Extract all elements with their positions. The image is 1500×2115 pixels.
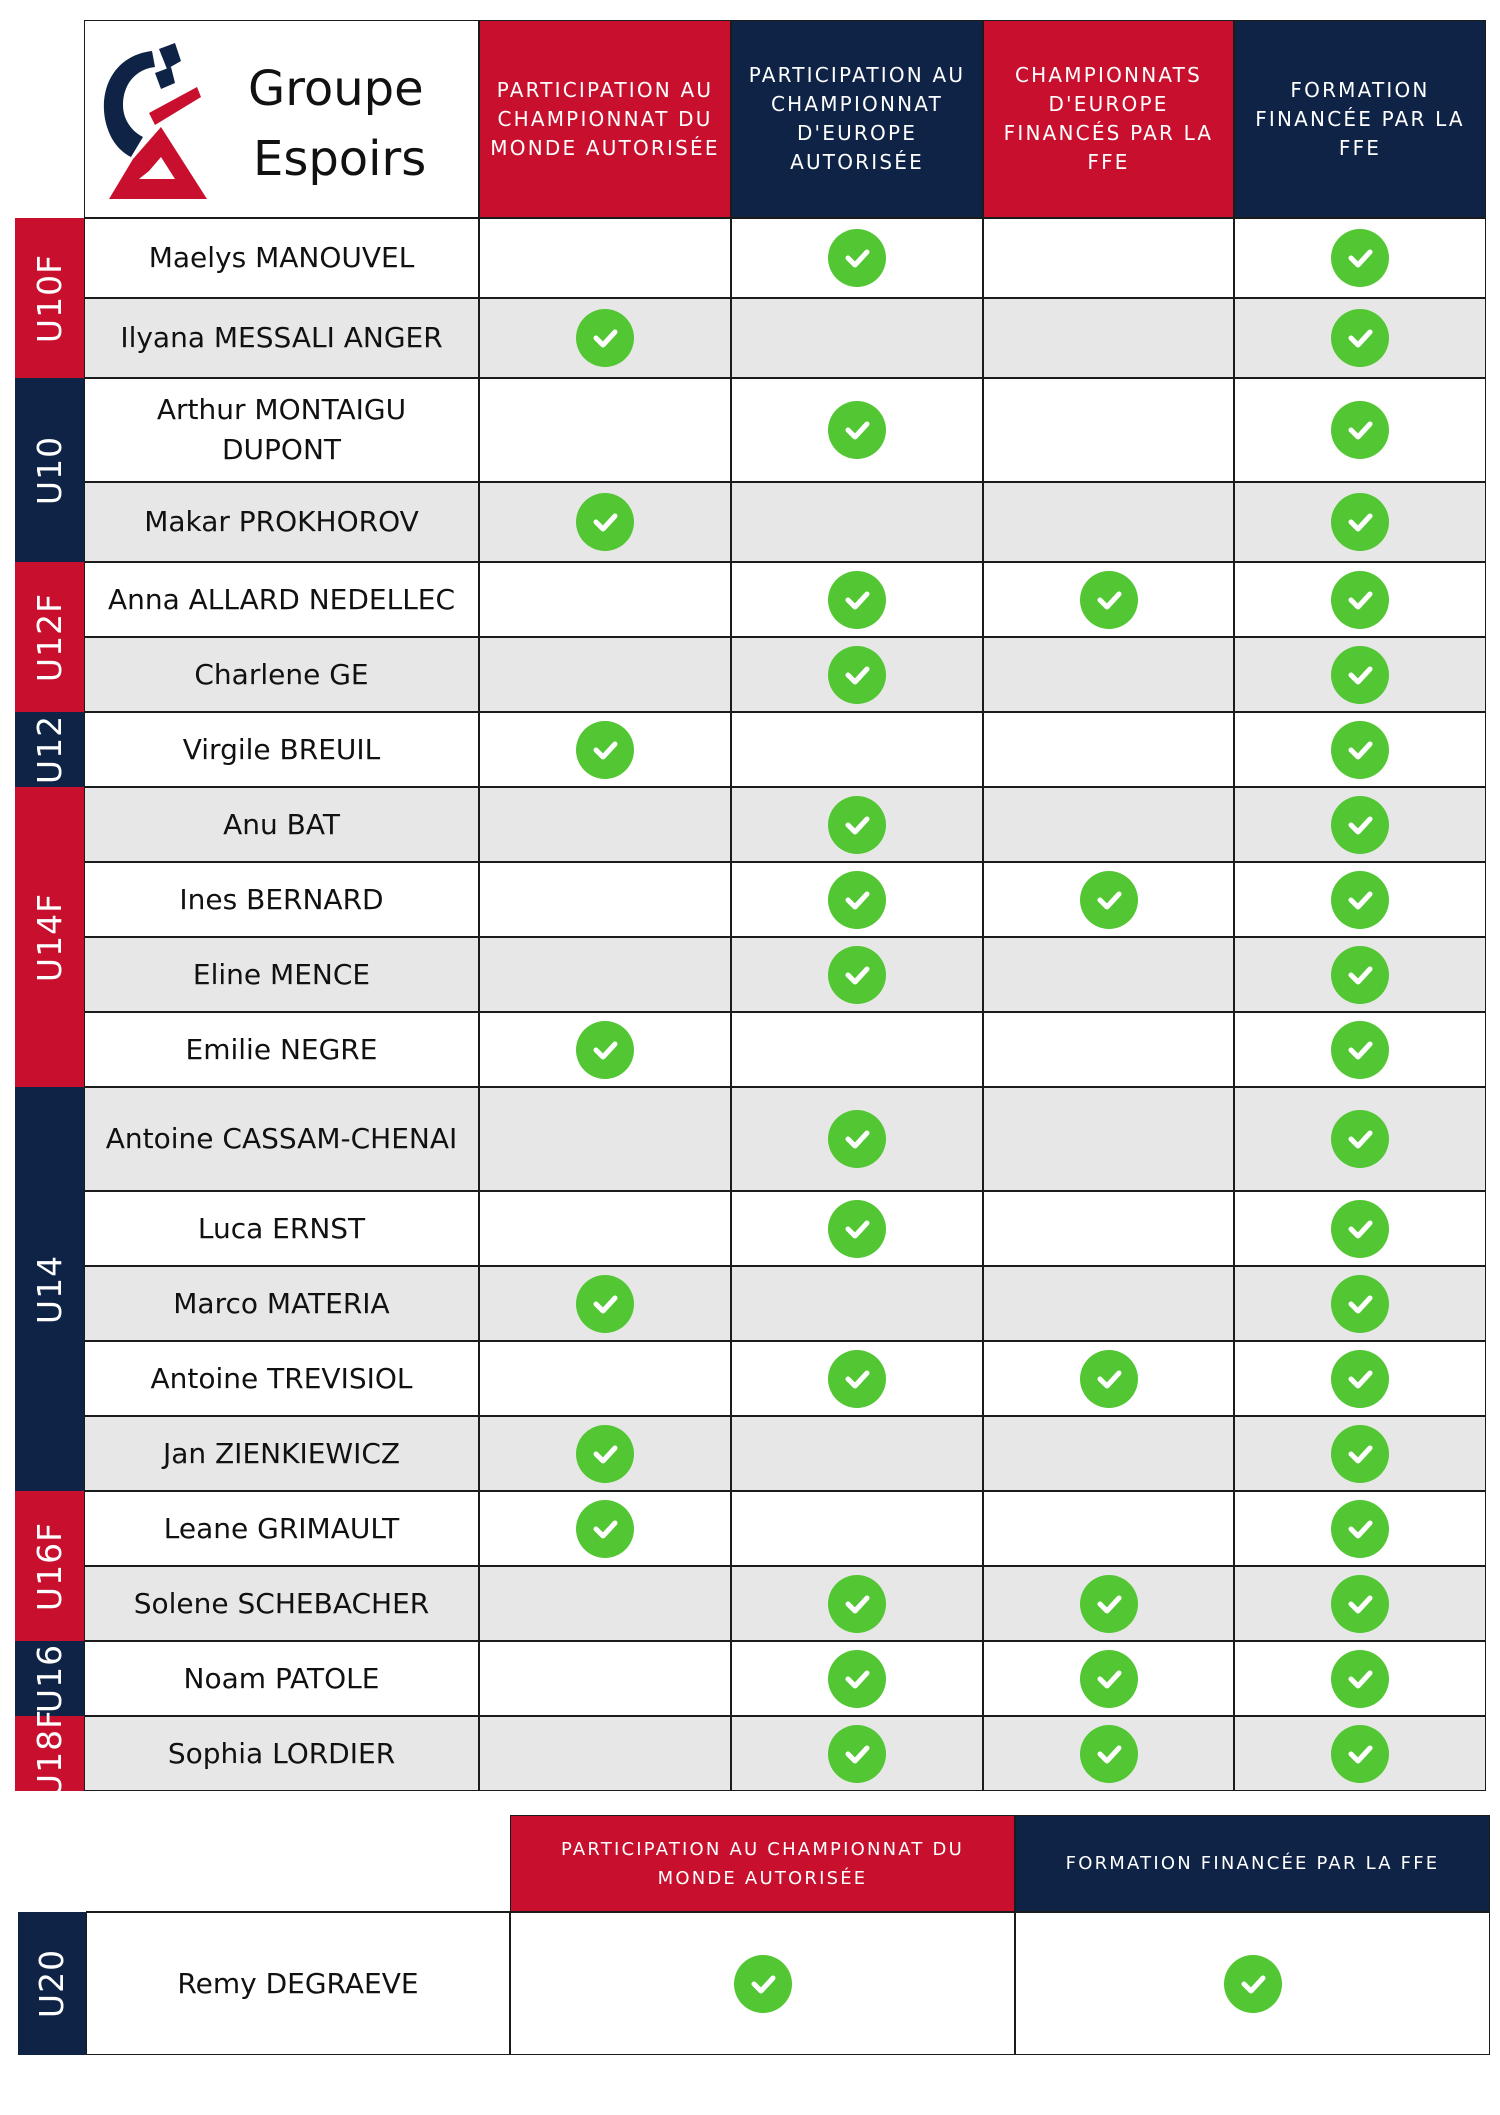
column-header: PARTICIPATION AU CHAMPIONNAT DU MONDE AUTORISÉE [479, 20, 731, 218]
category-label [15, 1087, 84, 1491]
status-cell [983, 787, 1234, 862]
category-label [18, 1912, 86, 2055]
status-cell [731, 1191, 983, 1266]
category-label [15, 712, 84, 787]
check-icon [828, 401, 886, 459]
player-name: Maelys MANOUVEL [84, 218, 479, 298]
status-cell [479, 218, 731, 298]
status-cell [1234, 1087, 1486, 1191]
column-header: CHAMPIONNATS D'EUROPE FINANCÉS PAR LA FFE [983, 20, 1234, 218]
status-cell [983, 862, 1234, 937]
status-cell [983, 937, 1234, 1012]
check-icon [1331, 721, 1389, 779]
check-icon [1080, 1725, 1138, 1783]
player-name: Makar PROKHOROV [84, 482, 479, 562]
player-name: Ines BERNARD [84, 862, 479, 937]
check-icon [1331, 1500, 1389, 1558]
player-name: Noam PATOLE [84, 1641, 479, 1716]
player-name: Leane GRIMAULT [84, 1491, 479, 1566]
category-text: U12 [30, 714, 69, 785]
status-cell [731, 1087, 983, 1191]
status-cell [510, 1912, 1015, 2055]
check-icon [828, 796, 886, 854]
status-cell [731, 712, 983, 787]
status-cell [731, 1416, 983, 1491]
status-cell [1234, 937, 1486, 1012]
status-cell [983, 1341, 1234, 1416]
status-cell [1234, 1341, 1486, 1416]
status-cell [479, 562, 731, 637]
status-cell [1234, 637, 1486, 712]
check-icon [1080, 871, 1138, 929]
status-cell [479, 637, 731, 712]
check-icon [1331, 1350, 1389, 1408]
status-cell [983, 1266, 1234, 1341]
status-cell [1015, 1912, 1490, 2055]
check-icon [576, 1275, 634, 1333]
status-cell [1234, 218, 1486, 298]
player-name: Charlene GE [84, 637, 479, 712]
u20-column-header: FORMATION FINANCÉE PAR LA FFE [1015, 1815, 1490, 1912]
check-icon [1331, 1110, 1389, 1168]
player-name: Antoine TREVISIOL [84, 1341, 479, 1416]
check-icon [576, 1425, 634, 1483]
check-icon [734, 1955, 792, 2013]
status-cell [479, 1012, 731, 1087]
status-cell [479, 378, 731, 482]
check-icon [1331, 871, 1389, 929]
status-cell [479, 1087, 731, 1191]
check-icon [576, 721, 634, 779]
check-icon [828, 1110, 886, 1168]
status-cell [479, 1491, 731, 1566]
status-cell [479, 1416, 731, 1491]
category-text: U10F [30, 253, 70, 343]
status-cell [731, 562, 983, 637]
status-cell [983, 218, 1234, 298]
status-cell [479, 712, 731, 787]
column-header: PARTICIPATION AU CHAMPIONNAT D'EUROPE AUTORISÉE [731, 20, 983, 218]
category-text: U14 [30, 1254, 69, 1324]
status-cell [983, 1416, 1234, 1491]
check-icon [828, 1650, 886, 1708]
status-cell [983, 298, 1234, 378]
check-icon [828, 646, 886, 704]
column-header: FORMATION FINANCÉE PAR LA FFE [1234, 20, 1486, 218]
status-cell [1234, 378, 1486, 482]
check-icon [1331, 946, 1389, 1004]
check-icon [828, 229, 886, 287]
player-name: Marco MATERIA [84, 1266, 479, 1341]
check-icon [576, 309, 634, 367]
status-cell [731, 1566, 983, 1641]
u20-column-header: PARTICIPATION AU CHAMPIONNAT DU MONDE AUTORISÉE [510, 1815, 1015, 1912]
status-cell [731, 378, 983, 482]
check-icon [1224, 1955, 1282, 2013]
check-icon [1080, 1650, 1138, 1708]
check-icon [828, 946, 886, 1004]
player-name: Arthur MONTAIGU DUPONT [84, 378, 479, 482]
status-cell [983, 1087, 1234, 1191]
status-cell [983, 1716, 1234, 1791]
status-cell [479, 1641, 731, 1716]
check-icon [1331, 796, 1389, 854]
status-cell [479, 1566, 731, 1641]
status-cell [1234, 1416, 1486, 1491]
player-name: Antoine CASSAM-CHENAI [84, 1087, 479, 1191]
status-cell [731, 862, 983, 937]
status-cell [983, 712, 1234, 787]
status-cell [1234, 1191, 1486, 1266]
check-icon [576, 1500, 634, 1558]
check-icon [1331, 229, 1389, 287]
status-cell [983, 1012, 1234, 1087]
status-cell [731, 1716, 983, 1791]
check-icon [1331, 1575, 1389, 1633]
status-cell [479, 298, 731, 378]
status-cell [1234, 1716, 1486, 1791]
status-cell [983, 378, 1234, 482]
status-cell [731, 218, 983, 298]
status-cell [1234, 862, 1486, 937]
status-cell [983, 482, 1234, 562]
check-icon [1331, 309, 1389, 367]
category-text: U14F [30, 892, 70, 982]
check-icon [1331, 1275, 1389, 1333]
status-cell [1234, 712, 1486, 787]
status-cell [1234, 787, 1486, 862]
status-cell [1234, 1012, 1486, 1087]
player-name: Jan ZIENKIEWICZ [84, 1416, 479, 1491]
check-icon [1331, 571, 1389, 629]
player-name: Ilyana MESSALI ANGER [84, 298, 479, 378]
player-name: Virgile BREUIL [84, 712, 479, 787]
check-icon [1331, 401, 1389, 459]
check-icon [1331, 1021, 1389, 1079]
status-cell [1234, 1491, 1486, 1566]
category-label [15, 562, 84, 712]
category-label [15, 1491, 84, 1641]
status-cell [983, 637, 1234, 712]
status-cell [731, 1341, 983, 1416]
check-icon [576, 1021, 634, 1079]
category-label [15, 787, 84, 1087]
status-cell [1234, 298, 1486, 378]
status-cell [479, 1716, 731, 1791]
check-icon [828, 871, 886, 929]
check-icon [1331, 646, 1389, 704]
check-icon [828, 571, 886, 629]
status-cell [479, 1266, 731, 1341]
category-label [15, 378, 84, 562]
status-cell [731, 482, 983, 562]
status-cell [1234, 1566, 1486, 1641]
logo-line-1: Groupe [248, 61, 424, 117]
check-icon [828, 1725, 886, 1783]
status-cell [731, 1491, 983, 1566]
ffe-logo-icon [97, 39, 207, 199]
status-cell [479, 787, 731, 862]
check-icon [1331, 493, 1389, 551]
category-label [15, 218, 84, 378]
status-cell [731, 1641, 983, 1716]
status-cell [983, 562, 1234, 637]
status-cell [731, 1266, 983, 1341]
player-name: Solene SCHEBACHER [84, 1566, 479, 1641]
check-icon [1331, 1200, 1389, 1258]
check-icon [1331, 1725, 1389, 1783]
status-cell [1234, 562, 1486, 637]
player-name: Eline MENCE [84, 937, 479, 1012]
logo-block [84, 20, 479, 218]
category-text: U10 [30, 435, 69, 505]
category-text: U18F [30, 1708, 70, 1799]
category-label [15, 1708, 84, 1799]
player-name: Anu BAT [84, 787, 479, 862]
status-cell [1234, 1641, 1486, 1716]
status-cell [479, 482, 731, 562]
player-name: Sophia LORDIER [84, 1716, 479, 1791]
status-cell [731, 1012, 983, 1087]
check-icon [1080, 1350, 1138, 1408]
category-text: U16F [30, 1521, 70, 1611]
status-cell [1234, 1266, 1486, 1341]
status-cell [479, 1341, 731, 1416]
status-cell [731, 637, 983, 712]
category-text: U20 [32, 1948, 72, 2019]
status-cell [731, 937, 983, 1012]
player-name: Emilie NEGRE [84, 1012, 479, 1087]
check-icon [828, 1350, 886, 1408]
check-icon [1331, 1425, 1389, 1483]
status-cell [983, 1191, 1234, 1266]
category-text: U12F [30, 592, 70, 682]
check-icon [1080, 1575, 1138, 1633]
status-cell [479, 1191, 731, 1266]
status-cell [731, 298, 983, 378]
status-cell [479, 862, 731, 937]
check-icon [828, 1200, 886, 1258]
category-text: U16 [30, 1643, 69, 1714]
status-cell [983, 1566, 1234, 1641]
status-cell [1234, 482, 1486, 562]
player-name: Remy DEGRAEVE [86, 1912, 510, 2055]
status-cell [479, 937, 731, 1012]
check-icon [828, 1575, 886, 1633]
status-cell [983, 1491, 1234, 1566]
check-icon [1080, 571, 1138, 629]
status-cell [983, 1641, 1234, 1716]
status-cell [731, 787, 983, 862]
player-name: Luca ERNST [84, 1191, 479, 1266]
check-icon [1331, 1650, 1389, 1708]
check-icon [576, 493, 634, 551]
logo-line-2: Espoirs [253, 131, 427, 187]
category-label [15, 1641, 84, 1716]
player-name: Anna ALLARD NEDELLEC [84, 562, 479, 637]
